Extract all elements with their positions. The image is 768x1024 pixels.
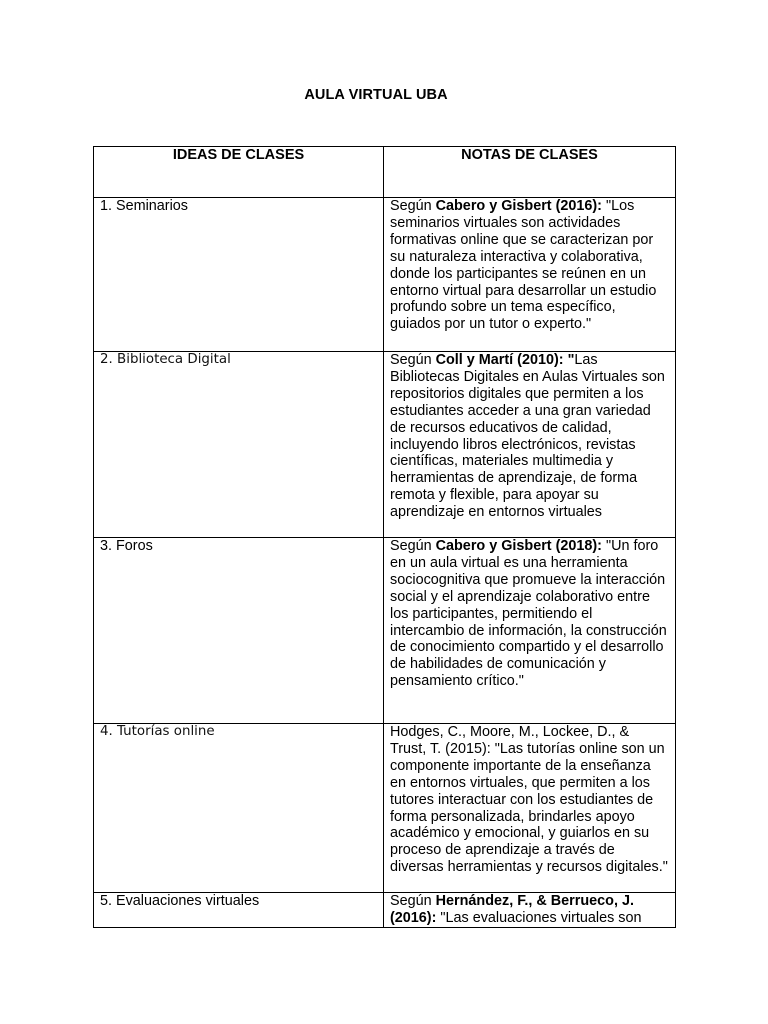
page-title: AULA VIRTUAL UBA xyxy=(304,87,448,103)
table-row xyxy=(94,893,676,928)
note-body: "Un foro en un aula virtual es una herramienta sociocognitiva que promueve la interacción social y el aprendizaje colaborativo entre los participantes, permitiendo el intercambio de información, la construcción de conocimiento compartido y el desarrollo de habilidades de comunicación y pensamiento crítico." xyxy=(390,538,667,690)
idea-cell: 1. Seminarios xyxy=(94,198,384,352)
note-author: Cabero y Gisbert (2018): xyxy=(435,538,602,554)
header-notes: NOTAS DE CLASES xyxy=(384,147,676,198)
note-cell xyxy=(384,724,676,893)
table-row xyxy=(94,724,676,893)
note-author: Hernández, F., & Berrueco, J. (2016): xyxy=(390,893,634,926)
idea-cell: 2. Biblioteca Digital xyxy=(94,352,384,538)
note-cell xyxy=(384,198,676,352)
note-prefix: Según xyxy=(390,352,436,368)
note-body: "Las evaluaciones virtuales son xyxy=(436,909,642,926)
note-prefix: Según xyxy=(390,198,436,214)
class-notes-table xyxy=(93,146,676,928)
note-body: Hodges, C., Moore, M., Lockee, D., & Trust, T. (2015): "Las tutorías online son un componente importante de la enseñanza en entornos virtuales, que permiten a los tutores interactuar con los estudiantes de forma personalizada, brindarles apoyo académico y emocional, y guiarlos en su proceso de aprendizaje a través de diversas herramientas y recursos digitales." xyxy=(390,724,668,876)
note-author: Cabero y Gisbert (2016): xyxy=(435,198,602,214)
idea-cell: 3. Foros xyxy=(94,538,384,724)
note-body: "Los seminarios virtuales son actividades formativas online que se caracterizan por su naturaleza interactiva y colaborativa, donde los participantes se reúnen en un entorno virtual para desarrollar un estudio profundo sobre un tema específico, guiados por un tutor o experto." xyxy=(390,198,657,333)
idea-cell: 4. Tutorías online xyxy=(94,724,384,893)
header-ideas: IDEAS DE CLASES xyxy=(94,147,384,198)
table-row xyxy=(94,352,676,538)
note-cell xyxy=(384,893,676,928)
note-cell xyxy=(384,352,676,538)
idea-cell: 5. Evaluaciones virtuales xyxy=(94,893,384,928)
table-header-row xyxy=(94,147,676,198)
note-author: Coll y Martí (2010): " xyxy=(435,352,575,368)
table-row xyxy=(94,538,676,724)
note-body: Las Bibliotecas Digitales en Aulas Virtuales son repositorios digitales que permiten a los estudiantes acceder a una gran variedad de recursos educativos de calidad, incluyendo libros electrónicos, revistas científicas, materiales multimedia y herramientas de aprendizaje, de forma remota y flexible, para apoyar su aprendizaje en entornos virtuales xyxy=(390,352,665,521)
note-cell xyxy=(384,538,676,724)
note-prefix: Según xyxy=(390,538,436,554)
note-prefix: Según xyxy=(390,893,436,909)
table-row xyxy=(94,198,676,352)
